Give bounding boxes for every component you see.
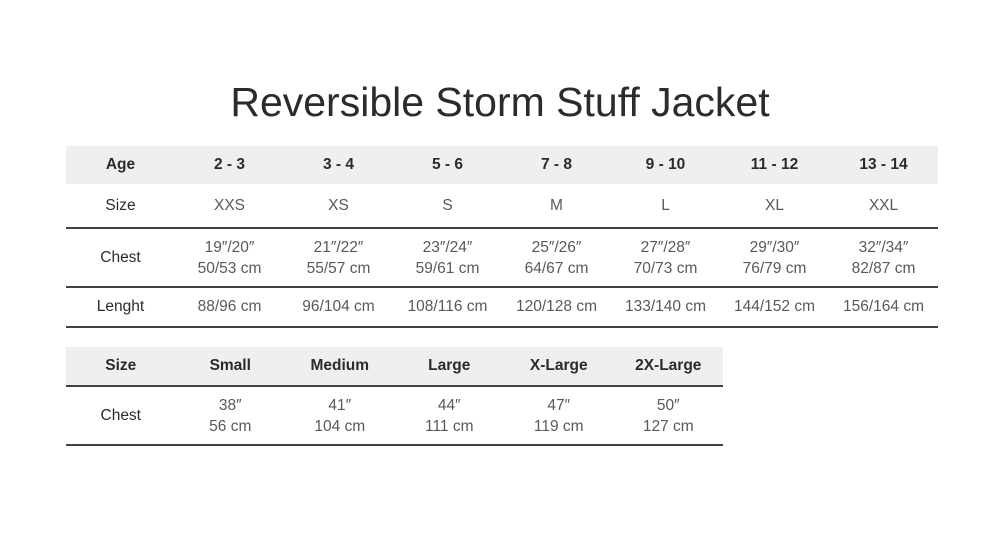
length-cell: 133/140 cm	[611, 287, 720, 327]
chest-inches: 47″	[547, 396, 571, 414]
age-cell: 2 - 3	[175, 146, 284, 184]
chest-inches: 25″/26″	[531, 238, 582, 256]
adult-chest-cell	[504, 386, 614, 445]
chest-inches: 19″/20″	[204, 238, 255, 256]
size-cell: XXS	[175, 184, 284, 228]
adult-size-cell: 2X-Large	[614, 347, 724, 386]
chest-row-label: Chest	[66, 228, 175, 287]
chest-cell	[502, 228, 611, 287]
adult-chest-cell	[176, 386, 286, 445]
length-cell: 88/96 cm	[175, 287, 284, 327]
length-row-label: Lenght	[66, 287, 175, 327]
adult-size-cell: Medium	[285, 347, 395, 386]
adult-size-table	[66, 347, 723, 446]
length-cell: 108/116 cm	[393, 287, 502, 327]
chest-cell	[284, 228, 393, 287]
chest-cm: 64/67 cm	[524, 259, 589, 277]
chest-cm: 70/73 cm	[633, 259, 698, 277]
size-cell: XS	[284, 184, 393, 228]
chest-cm: 59/61 cm	[415, 259, 480, 277]
age-cell: 3 - 4	[284, 146, 393, 184]
adult-chest-row	[66, 386, 723, 445]
chest-row	[66, 228, 938, 287]
length-cell: 120/128 cm	[502, 287, 611, 327]
size-cell: XXL	[829, 184, 938, 228]
size-row-label: Size	[66, 184, 175, 228]
chest-inches: 41″	[328, 396, 352, 414]
length-cell: 144/152 cm	[720, 287, 829, 327]
chest-cm: 55/57 cm	[306, 259, 371, 277]
adult-size-header: Size	[66, 347, 176, 386]
chest-inches: 44″	[437, 396, 461, 414]
age-cell: 11 - 12	[720, 146, 829, 184]
chest-cm: 82/87 cm	[851, 259, 916, 277]
adult-chest-cell	[285, 386, 395, 445]
age-cell: 7 - 8	[502, 146, 611, 184]
adult-chest-row-label: Chest	[66, 386, 176, 445]
length-cell: 96/104 cm	[284, 287, 393, 327]
age-cell: 9 - 10	[611, 146, 720, 184]
length-cell: 156/164 cm	[829, 287, 938, 327]
adult-header-row	[66, 347, 723, 386]
chest-cell	[393, 228, 502, 287]
chest-cm: 111 cm	[424, 417, 474, 435]
chest-cell	[720, 228, 829, 287]
chest-inches: 50″	[656, 396, 680, 414]
chest-cm: 119 cm	[533, 417, 584, 435]
chest-cell	[611, 228, 720, 287]
adult-chest-cell	[395, 386, 505, 445]
adult-size-cell: Small	[176, 347, 286, 386]
chest-inches: 38″	[218, 396, 242, 414]
chest-cm: 104 cm	[314, 417, 366, 435]
chest-inches: 27″/28″	[640, 238, 691, 256]
size-cell: S	[393, 184, 502, 228]
adult-size-cell: Large	[395, 347, 505, 386]
chest-cell	[175, 228, 284, 287]
chest-cm: 127 cm	[642, 417, 694, 435]
size-cell: M	[502, 184, 611, 228]
age-row	[66, 146, 938, 184]
adult-size-cell: X-Large	[504, 347, 614, 386]
chest-inches: 23″/24″	[422, 238, 473, 256]
size-cell: L	[611, 184, 720, 228]
size-row	[66, 184, 938, 228]
adult-chest-cell	[614, 386, 724, 445]
chest-cm: 50/53 cm	[197, 259, 262, 277]
kids-size-table	[66, 146, 938, 328]
chest-cm: 56 cm	[209, 417, 252, 435]
page-title: Reversible Storm Stuff Jacket	[230, 79, 770, 125]
length-row	[66, 287, 938, 327]
chest-cell	[829, 228, 938, 287]
chest-inches: 32″/34″	[858, 238, 909, 256]
age-cell: 13 - 14	[829, 146, 938, 184]
chest-inches: 21″/22″	[313, 238, 364, 256]
age-row-label: Age	[66, 146, 175, 184]
chest-cm: 76/79 cm	[742, 259, 807, 277]
chest-inches: 29″/30″	[749, 238, 800, 256]
size-cell: XL	[720, 184, 829, 228]
age-cell: 5 - 6	[393, 146, 502, 184]
